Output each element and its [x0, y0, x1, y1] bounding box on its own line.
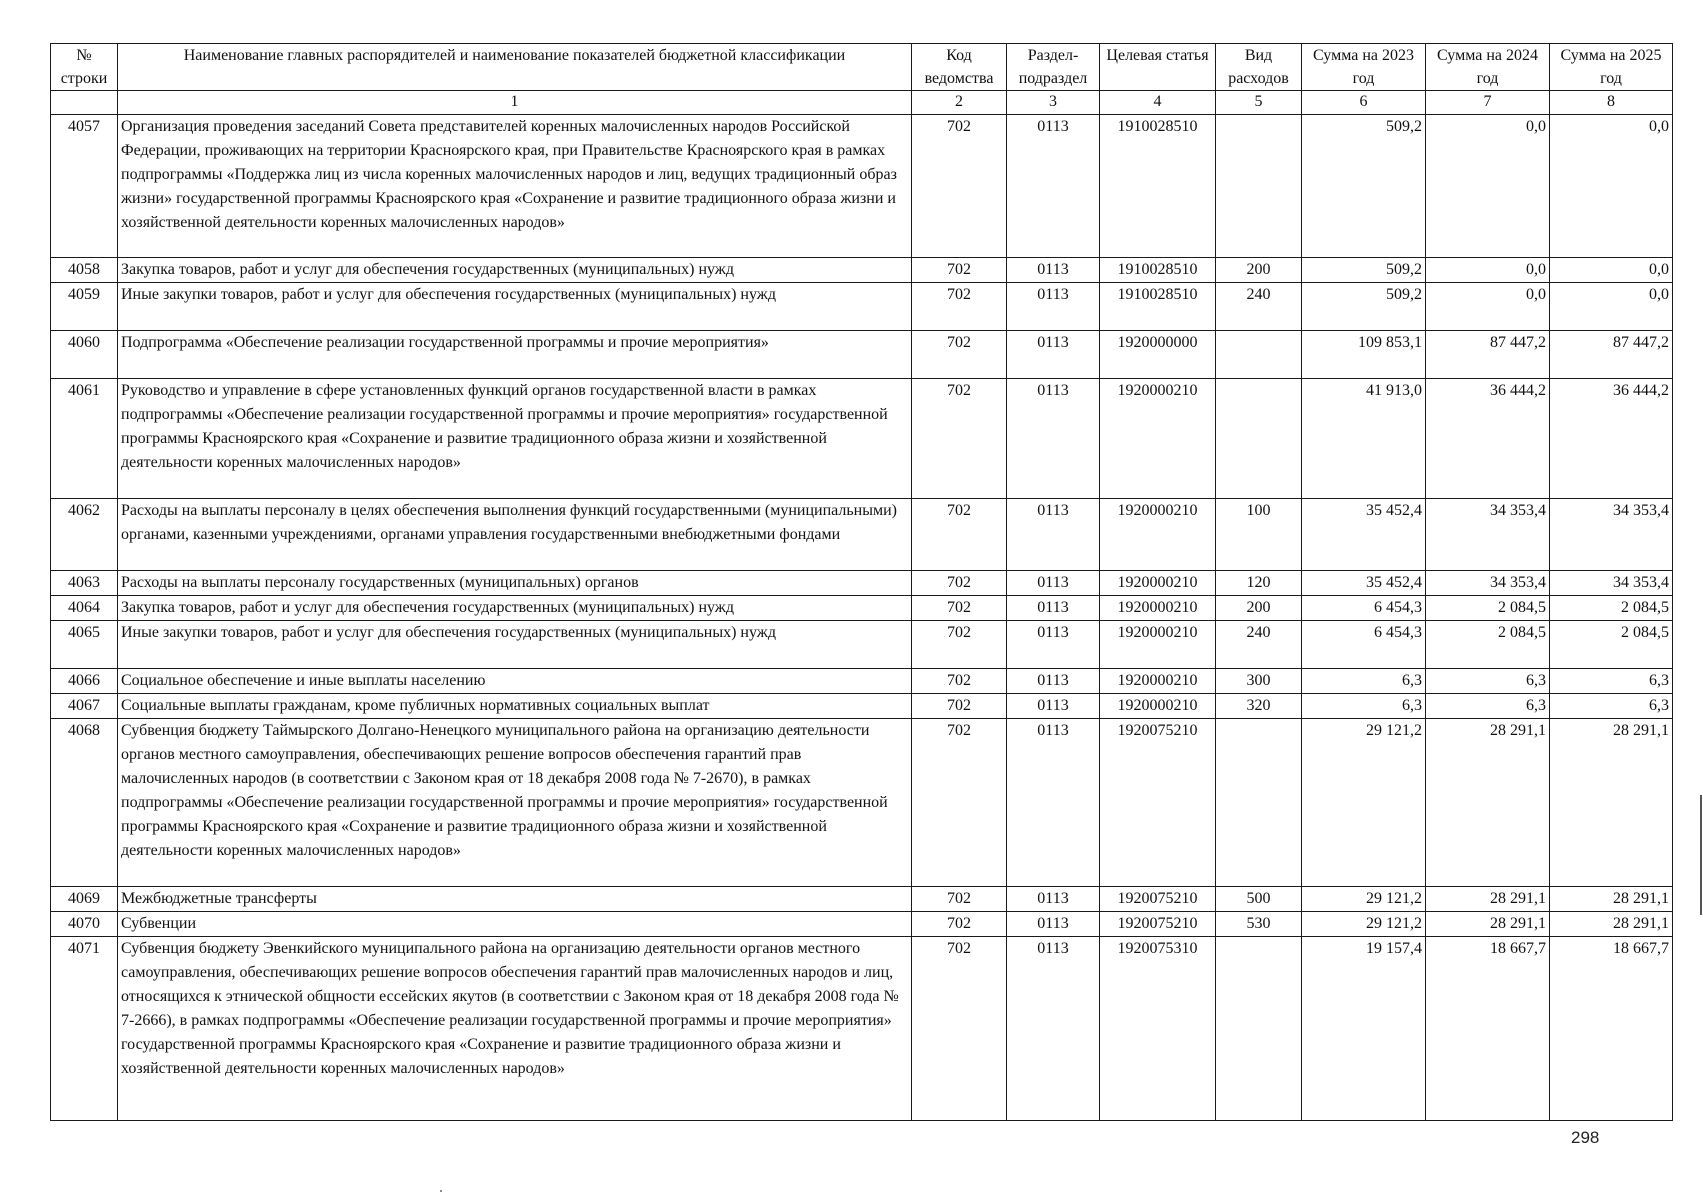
colnum-row-no	[51, 91, 118, 115]
row-sum-2023: 6 454,3	[1302, 596, 1426, 621]
table-row	[51, 887, 1673, 912]
row-expense-type: 320	[1216, 694, 1302, 719]
row-section: 0113	[1007, 283, 1100, 331]
row-dept-code: 702	[912, 694, 1007, 719]
row-target-item: 1920000210	[1100, 499, 1216, 571]
row-sum-2025: 36 444,2	[1550, 379, 1673, 499]
row-sum-2024: 0,0	[1426, 283, 1550, 331]
row-name: Социальное обеспечение и иные выплаты населению	[118, 669, 912, 694]
row-sum-2024: 28 291,1	[1426, 719, 1550, 887]
row-target-item: 1910028510	[1100, 283, 1216, 331]
row-target-item: 1920075210	[1100, 912, 1216, 937]
row-sum-2024: 87 447,2	[1426, 331, 1550, 379]
header-expense-type: Вид расходов	[1216, 44, 1302, 91]
colnum-target: 4	[1100, 91, 1216, 115]
table-header	[51, 44, 1673, 115]
row-expense-type: 530	[1216, 912, 1302, 937]
row-sum-2025: 6,3	[1550, 694, 1673, 719]
row-sum-2024: 34 353,4	[1426, 571, 1550, 596]
table-row	[51, 258, 1673, 283]
row-number: 4057	[51, 115, 118, 258]
row-target-item: 1910028510	[1100, 258, 1216, 283]
row-expense-type	[1216, 937, 1302, 1121]
row-sum-2025: 0,0	[1550, 283, 1673, 331]
row-dept-code: 702	[912, 283, 1007, 331]
row-section: 0113	[1007, 379, 1100, 499]
row-sum-2023: 41 913,0	[1302, 379, 1426, 499]
row-number: 4065	[51, 621, 118, 669]
header-row-no: № строки	[51, 44, 118, 91]
row-number: 4067	[51, 694, 118, 719]
row-number: 4062	[51, 499, 118, 571]
row-sum-2025: 34 353,4	[1550, 499, 1673, 571]
row-section: 0113	[1007, 621, 1100, 669]
row-name: Субвенции	[118, 912, 912, 937]
row-expense-type: 200	[1216, 258, 1302, 283]
row-target-item: 1920000000	[1100, 331, 1216, 379]
row-sum-2023: 509,2	[1302, 115, 1426, 258]
row-sum-2024: 6,3	[1426, 669, 1550, 694]
row-name: Иные закупки товаров, работ и услуг для обеспечения государственных (муниципальных) нужд	[118, 283, 912, 331]
row-dept-code: 702	[912, 719, 1007, 887]
row-name: Субвенция бюджету Таймырского Долгано-Ненецкого муниципального района на организацию деятельности органов местного самоуправления, обеспечивающих решение вопросов обеспечения гарантий прав малочисленных народов (в соответствии с Законом края от 18 декабря 2008 года № 7-2670), в рамках подпрограммы «Обеспечение реализации государственной программы и прочие мероприятия» государственной программы Красноярского края «Сохранение и развитие традиционного образа жизни и хозяйственной деятельности коренных малочисленных народов»	[118, 719, 912, 887]
row-sum-2025: 0,0	[1550, 258, 1673, 283]
row-number: 4071	[51, 937, 118, 1121]
row-target-item: 1920075210	[1100, 719, 1216, 887]
header-sum-2025: Сумма на 2025 год	[1550, 44, 1673, 91]
table-row	[51, 596, 1673, 621]
row-name: Расходы на выплаты персоналу государственных (муниципальных) органов	[118, 571, 912, 596]
row-expense-type: 120	[1216, 571, 1302, 596]
row-sum-2024: 0,0	[1426, 258, 1550, 283]
row-target-item: 1920075210	[1100, 887, 1216, 912]
row-dept-code: 702	[912, 499, 1007, 571]
row-number: 4058	[51, 258, 118, 283]
colnum-name: 1	[118, 91, 912, 115]
row-section: 0113	[1007, 912, 1100, 937]
row-dept-code: 702	[912, 571, 1007, 596]
row-sum-2023: 35 452,4	[1302, 499, 1426, 571]
row-number: 4060	[51, 331, 118, 379]
colnum-2023: 6	[1302, 91, 1426, 115]
row-number: 4069	[51, 887, 118, 912]
row-number: 4059	[51, 283, 118, 331]
table-row	[51, 379, 1673, 499]
table-row	[51, 115, 1673, 258]
row-target-item: 1910028510	[1100, 115, 1216, 258]
table-row	[51, 912, 1673, 937]
row-target-item: 1920075310	[1100, 937, 1216, 1121]
table-row	[51, 331, 1673, 379]
row-expense-type	[1216, 719, 1302, 887]
row-number: 4063	[51, 571, 118, 596]
row-sum-2023: 109 853,1	[1302, 331, 1426, 379]
row-section: 0113	[1007, 115, 1100, 258]
row-sum-2025: 18 667,7	[1550, 937, 1673, 1121]
table-body	[51, 115, 1673, 1121]
row-section: 0113	[1007, 499, 1100, 571]
row-section: 0113	[1007, 937, 1100, 1121]
row-sum-2024: 0,0	[1426, 115, 1550, 258]
row-dept-code: 702	[912, 912, 1007, 937]
row-sum-2025: 28 291,1	[1550, 887, 1673, 912]
row-section: 0113	[1007, 887, 1100, 912]
row-target-item: 1920000210	[1100, 694, 1216, 719]
row-sum-2023: 35 452,4	[1302, 571, 1426, 596]
row-name: Иные закупки товаров, работ и услуг для обеспечения государственных (муниципальных) нужд	[118, 621, 912, 669]
row-name: Социальные выплаты гражданам, кроме публичных нормативных социальных выплат	[118, 694, 912, 719]
row-expense-type	[1216, 331, 1302, 379]
row-dept-code: 702	[912, 669, 1007, 694]
row-number: 4070	[51, 912, 118, 937]
row-sum-2025: 2 084,5	[1550, 621, 1673, 669]
row-section: 0113	[1007, 719, 1100, 887]
row-sum-2024: 18 667,7	[1426, 937, 1550, 1121]
row-dept-code: 702	[912, 621, 1007, 669]
row-target-item: 1920000210	[1100, 571, 1216, 596]
row-sum-2024: 34 353,4	[1426, 499, 1550, 571]
table-row	[51, 621, 1673, 669]
row-sum-2023: 6 454,3	[1302, 621, 1426, 669]
row-sum-2023: 29 121,2	[1302, 887, 1426, 912]
row-section: 0113	[1007, 571, 1100, 596]
row-expense-type	[1216, 115, 1302, 258]
budget-table	[50, 43, 1673, 1121]
row-sum-2025: 28 291,1	[1550, 912, 1673, 937]
colnum-section: 3	[1007, 91, 1100, 115]
row-expense-type: 200	[1216, 596, 1302, 621]
row-name: Расходы на выплаты персоналу в целях обеспечения выполнения функций государственными (муниципальными) органами, казенными учреждениями, органами управления государственными внебюджетными фондами	[118, 499, 912, 571]
row-name: Закупка товаров, работ и услуг для обеспечения государственных (муниципальных) нужд	[118, 596, 912, 621]
row-sum-2025: 34 353,4	[1550, 571, 1673, 596]
colnum-2024: 7	[1426, 91, 1550, 115]
row-expense-type: 240	[1216, 621, 1302, 669]
row-dept-code: 702	[912, 331, 1007, 379]
colnum-expense-type: 5	[1216, 91, 1302, 115]
table-row	[51, 571, 1673, 596]
row-name: Закупка товаров, работ и услуг для обеспечения государственных (муниципальных) нужд	[118, 258, 912, 283]
colnum-dept: 2	[912, 91, 1007, 115]
row-section: 0113	[1007, 669, 1100, 694]
row-sum-2023: 29 121,2	[1302, 912, 1426, 937]
page-number: 298	[1571, 1128, 1600, 1147]
row-section: 0113	[1007, 694, 1100, 719]
row-target-item: 1920000210	[1100, 669, 1216, 694]
row-dept-code: 702	[912, 115, 1007, 258]
row-sum-2025: 28 291,1	[1550, 719, 1673, 887]
scan-speck	[440, 1190, 442, 1192]
row-expense-type: 500	[1216, 887, 1302, 912]
row-target-item: 1920000210	[1100, 596, 1216, 621]
header-section: Раздел-подраздел	[1007, 44, 1100, 91]
row-dept-code: 702	[912, 596, 1007, 621]
row-sum-2025: 0,0	[1550, 115, 1673, 258]
row-expense-type	[1216, 379, 1302, 499]
row-number: 4061	[51, 379, 118, 499]
row-section: 0113	[1007, 331, 1100, 379]
header-dept-code: Код ведомства	[912, 44, 1007, 91]
row-dept-code: 702	[912, 937, 1007, 1121]
row-dept-code: 702	[912, 379, 1007, 499]
table-row	[51, 719, 1673, 887]
colnum-2025: 8	[1550, 91, 1673, 115]
row-sum-2024: 28 291,1	[1426, 887, 1550, 912]
row-name: Подпрограмма «Обеспечение реализации государственной программы и прочие мероприятия»	[118, 331, 912, 379]
row-sum-2024: 6,3	[1426, 694, 1550, 719]
header-sum-2024: Сумма на 2024 год	[1426, 44, 1550, 91]
row-sum-2024: 28 291,1	[1426, 912, 1550, 937]
header-sum-2023: Сумма на 2023 год	[1302, 44, 1426, 91]
row-expense-type: 100	[1216, 499, 1302, 571]
table-row	[51, 937, 1673, 1121]
row-sum-2025: 87 447,2	[1550, 331, 1673, 379]
row-sum-2023: 509,2	[1302, 258, 1426, 283]
table-row	[51, 694, 1673, 719]
row-sum-2024: 2 084,5	[1426, 621, 1550, 669]
row-sum-2023: 19 157,4	[1302, 937, 1426, 1121]
row-name: Межбюджетные трансферты	[118, 887, 912, 912]
row-sum-2023: 29 121,2	[1302, 719, 1426, 887]
row-expense-type: 240	[1216, 283, 1302, 331]
row-expense-type: 300	[1216, 669, 1302, 694]
row-sum-2025: 2 084,5	[1550, 596, 1673, 621]
header-name: Наименование главных распорядителей и наименование показателей бюджетной классификации	[118, 44, 912, 91]
row-number: 4064	[51, 596, 118, 621]
row-number: 4068	[51, 719, 118, 887]
row-sum-2024: 2 084,5	[1426, 596, 1550, 621]
row-sum-2023: 509,2	[1302, 283, 1426, 331]
row-name: Организация проведения заседаний Совета представителей коренных малочисленных народов Российской Федерации, проживающих на территории Красноярского края, при Правительстве Красноярского края в рамках подпрограммы «Поддержка лиц из числа коренных малочисленных народов и лиц, ведущих традиционный образ жизни» государственной программы Красноярского края «Сохранение и развитие традиционного образа жизни и хозяйственной деятельности коренных малочисленных народов»	[118, 115, 912, 258]
table-row	[51, 283, 1673, 331]
row-name: Субвенция бюджету Эвенкийского муниципального района на организацию деятельности органов местного самоуправления, обеспечивающих решение вопросов обеспечения гарантий прав малочисленных народов и лиц, относящихся к этнической общности ессейских якутов (в соответствии с Законом края от 18 декабря 2008 года № 7-2666), в рамках подпрограммы «Обеспечение реализации государственной программы и прочие мероприятия» государственной программы Красноярского края «Сохранение и развитие традиционного образа жизни и хозяйственной деятельности коренных малочисленных народов»	[118, 937, 912, 1121]
row-dept-code: 702	[912, 887, 1007, 912]
row-target-item: 1920000210	[1100, 621, 1216, 669]
row-name: Руководство и управление в сфере установленных функций органов государственной власти в рамках подпрограммы «Обеспечение реализации государственной программы и прочие мероприятия» государственной программы Красноярского края «Сохранение и развитие традиционного образа жизни и хозяйственной деятельности коренных малочисленных народов»	[118, 379, 912, 499]
row-sum-2024: 36 444,2	[1426, 379, 1550, 499]
row-dept-code: 702	[912, 258, 1007, 283]
table-row	[51, 499, 1673, 571]
row-sum-2023: 6,3	[1302, 669, 1426, 694]
table-row	[51, 669, 1673, 694]
row-target-item: 1920000210	[1100, 379, 1216, 499]
row-sum-2025: 6,3	[1550, 669, 1673, 694]
row-number: 4066	[51, 669, 118, 694]
header-target-item: Целевая статья	[1100, 44, 1216, 91]
row-sum-2023: 6,3	[1302, 694, 1426, 719]
row-section: 0113	[1007, 596, 1100, 621]
scan-margin-line	[1700, 795, 1702, 915]
row-section: 0113	[1007, 258, 1100, 283]
